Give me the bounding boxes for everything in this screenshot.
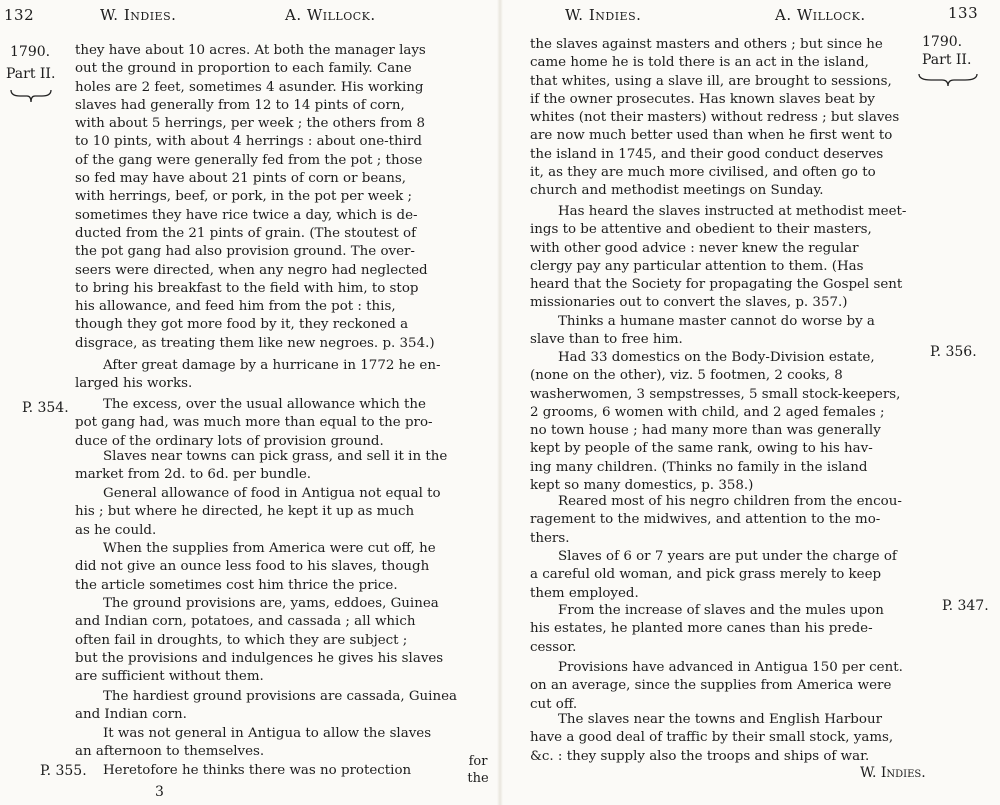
running-head-left: W. Indies. bbox=[565, 6, 642, 24]
paragraph: Reared most of his negro children from the encou- ragement to the midwives, and attention to the mo- thers. bbox=[530, 494, 902, 546]
margin-note-page-ref: P. 354. bbox=[22, 400, 69, 416]
paragraph: The ground provisions are, yams, eddoes, Guinea and Indian corn, potatoes, and cassada ; all which often fail in droughts, to which they are subject ; but the provisions and indulgences he gives his slaves are sufficient without them. bbox=[75, 596, 444, 685]
running-head-right: A. Willock. bbox=[285, 6, 376, 24]
paragraph: Slaves of 6 or 7 years are put under the charge of a careful old woman, and pick grass merely to keep them employed. bbox=[530, 549, 897, 601]
catchword: W. Indies. bbox=[860, 765, 926, 781]
running-head-left: W. Indies. bbox=[100, 6, 177, 24]
running-head-right: A. Willock. bbox=[775, 6, 866, 24]
page-number: 133 bbox=[948, 4, 979, 22]
paragraph: The excess, over the usual allowance which the pot gang had, was much more than equal to the pro- duce of the ordinary lots of provision ground. bbox=[75, 397, 433, 449]
paragraph: Heretofore he thinks there was no protection bbox=[103, 763, 412, 778]
margin-note-year: 1790. bbox=[10, 44, 51, 60]
brace-icon bbox=[10, 88, 52, 104]
paragraph: The slaves near the towns and English Harbour have a good deal of traffic by their small stock, yams, &c. : they supply also the troops and ships of war. bbox=[530, 712, 894, 764]
margin-note-year: 1790. bbox=[922, 34, 963, 50]
margin-note-part: Part II. bbox=[6, 66, 56, 82]
paragraph: Slaves near towns can pick grass, and sell it in the market from 2d. to 6d. per bundle. bbox=[75, 449, 448, 483]
paragraph: From the increase of slaves and the mules upon his estates, he planted more canes than his prede- cessor. bbox=[530, 603, 884, 655]
paragraph: Thinks a humane master cannot do worse by a slave than to free him. bbox=[530, 314, 875, 348]
signature-mark: 3 bbox=[155, 784, 164, 800]
paragraph: the slaves against masters and others ; but since he came home he is told there is an act in the island, that whites, using a slave ill, are brought to sessions, if the owner prosecutes. Has known slaves beat by whites (not their masters) without redress ; but slaves are now much better used than when he first went to the island in 1745, and their good conduct deserves it, as they are much more civilised, and often go to church and methodist meetings on Sunday. bbox=[530, 37, 900, 199]
paragraph: Had 33 domestics on the Body-Division estate, (none on the other), viz. 5 footmen, 2 cooks, 8 washerwomen, 3 sempstresses, 5 small stock-keepers, 2 grooms, 6 women with child, and 2 aged females ; no town house ; had many more than was generally kept by people of the same rank, owing to his hav- ing many children. (Thinks no family in the island kept so many domestics, p. 358.) bbox=[530, 350, 901, 494]
paragraph: General allowance of food in Antigua not equal to his ; but where he directed, he kept it up as much as he could. bbox=[75, 486, 441, 538]
paragraph: they have about 10 acres. At both the manager lays out the ground in proportion to each family. Cane holes are 2 feet, sometimes 4 asunder. His working slaves had generally from 12 to 14 pints of corn, with about 5 herrings, per week ; the others from 8 to 10 pints, with about 4 herrings : about one-third of the gang were generally fed from the pot ; those so fed may have about 21 pints of corn or beans, with herrings, beef, or pork, in the pot per week ; sometimes they have rice twice a day, which is de- ducted from the 21 pints of grain. (The stoutest of the pot gang had also provision ground. The over- seers were directed, when any negro had neglected to bring his breakfast to the field with him, to stop his allowance, and feed him from the pot : this, though they got more food by it, they reckoned a disgrace, as treating them like new negroes. p. 354.) bbox=[75, 43, 435, 351]
margin-note-part: Part II. bbox=[922, 52, 972, 68]
catchword: for the bbox=[467, 754, 489, 786]
page-number: 132 bbox=[4, 6, 35, 24]
paragraph: Provisions have advanced in Antigua 150 per cent. on an average, since the supplies from America were cut off. bbox=[530, 660, 903, 712]
margin-note-page-ref: P. 355. bbox=[40, 763, 87, 779]
paragraph: It was not general in Antigua to allow the slaves an afternoon to themselves. bbox=[75, 726, 432, 760]
margin-note-page-ref: P. 356. bbox=[930, 344, 977, 360]
margin-note-page-ref: P. 347. bbox=[942, 598, 989, 614]
right-page bbox=[500, 0, 1000, 805]
paragraph: Has heard the slaves instructed at methodist meet- ings to be attentive and obedient to their masters, with other good advice : never knew the regular clergy pay any particular attention to them. (Has heard that the Society for propagating the Gospel sent missionaries out to convert the slaves, p. 357.) bbox=[530, 204, 907, 311]
paragraph: The hardiest ground provisions are cassada, Guinea and Indian corn. bbox=[75, 689, 457, 723]
paragraph: When the supplies from America were cut off, he did not give an ounce less food to his slaves, though the article sometimes cost him thrice the price. bbox=[75, 541, 436, 593]
paragraph: After great damage by a hurricane in 1772 he en- larged his works. bbox=[75, 358, 441, 392]
